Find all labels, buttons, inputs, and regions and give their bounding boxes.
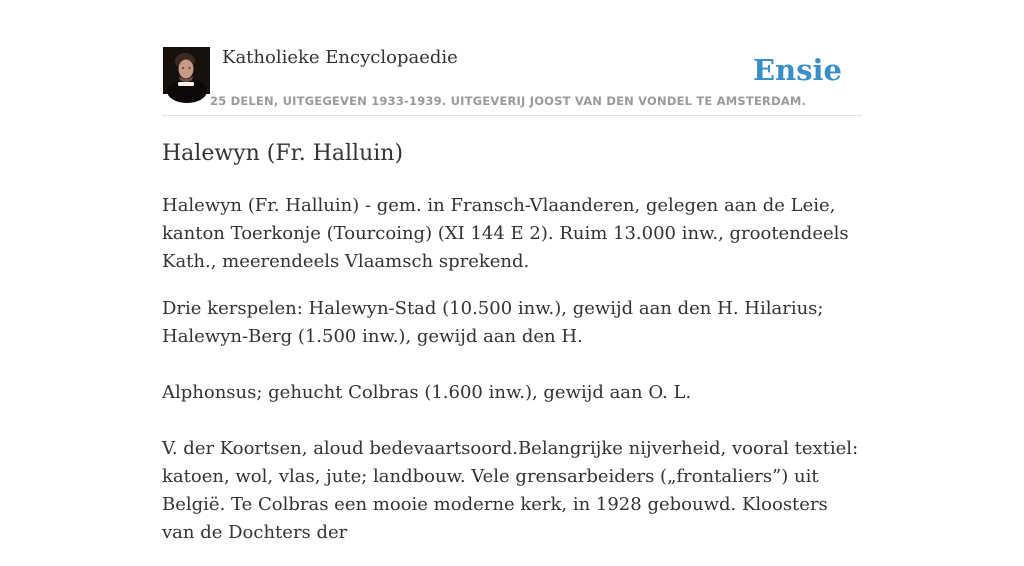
publication-subtitle: 25 DELEN, UITGEGEVEN 1933-1939. UITGEVERIJ JOOST VAN DEN VONDEL TE AMSTERDAM. xyxy=(210,94,807,108)
article-paragraph: V. der Koortsen, aloud bedevaartsoord.Belangrijke nijverheid, vooral textiel: katoen, wol, vlas, jute; landbouw. Vele grensarbeiders („frontaliers”) uit België. Te Colbras een mooie moderne kerk, in 1928 gebouwd. Kloosters van de Dochters der xyxy=(162,438,859,543)
article-paragraph: Alphonsus; gehucht Colbras (1.600 inw.), gewijd aan O. L. xyxy=(162,382,692,403)
publication-header xyxy=(162,0,862,116)
article-title: Halewyn (Fr. Halluin) xyxy=(162,141,404,166)
page xyxy=(162,0,862,543)
ensie-logo-link[interactable]: Ensie xyxy=(753,53,842,87)
article-body xyxy=(162,192,862,547)
article-paragraph: Halewyn (Fr. Halluin) - gem. in Fransch-Vlaanderen, gelegen aan de Leie, kanton Toerkonje (Tourcoing) (XI 144 E 2). Ruim 13.000 inw., grootendeels Kath., meerendeels Vlaamsch sprekend. xyxy=(162,195,849,272)
article xyxy=(162,138,862,566)
article-paragraph: Drie kerspelen: Halewyn-Stad (10.500 inw.), gewijd aan den H. Hilarius; Halewyn-Berg (1.500 inw.), gewijd aan den H. xyxy=(162,298,824,347)
publication-title[interactable]: Katholieke Encyclopaedie xyxy=(222,47,458,68)
portrait-avatar-icon[interactable] xyxy=(163,47,210,94)
portrait-avatar-image xyxy=(163,47,210,94)
